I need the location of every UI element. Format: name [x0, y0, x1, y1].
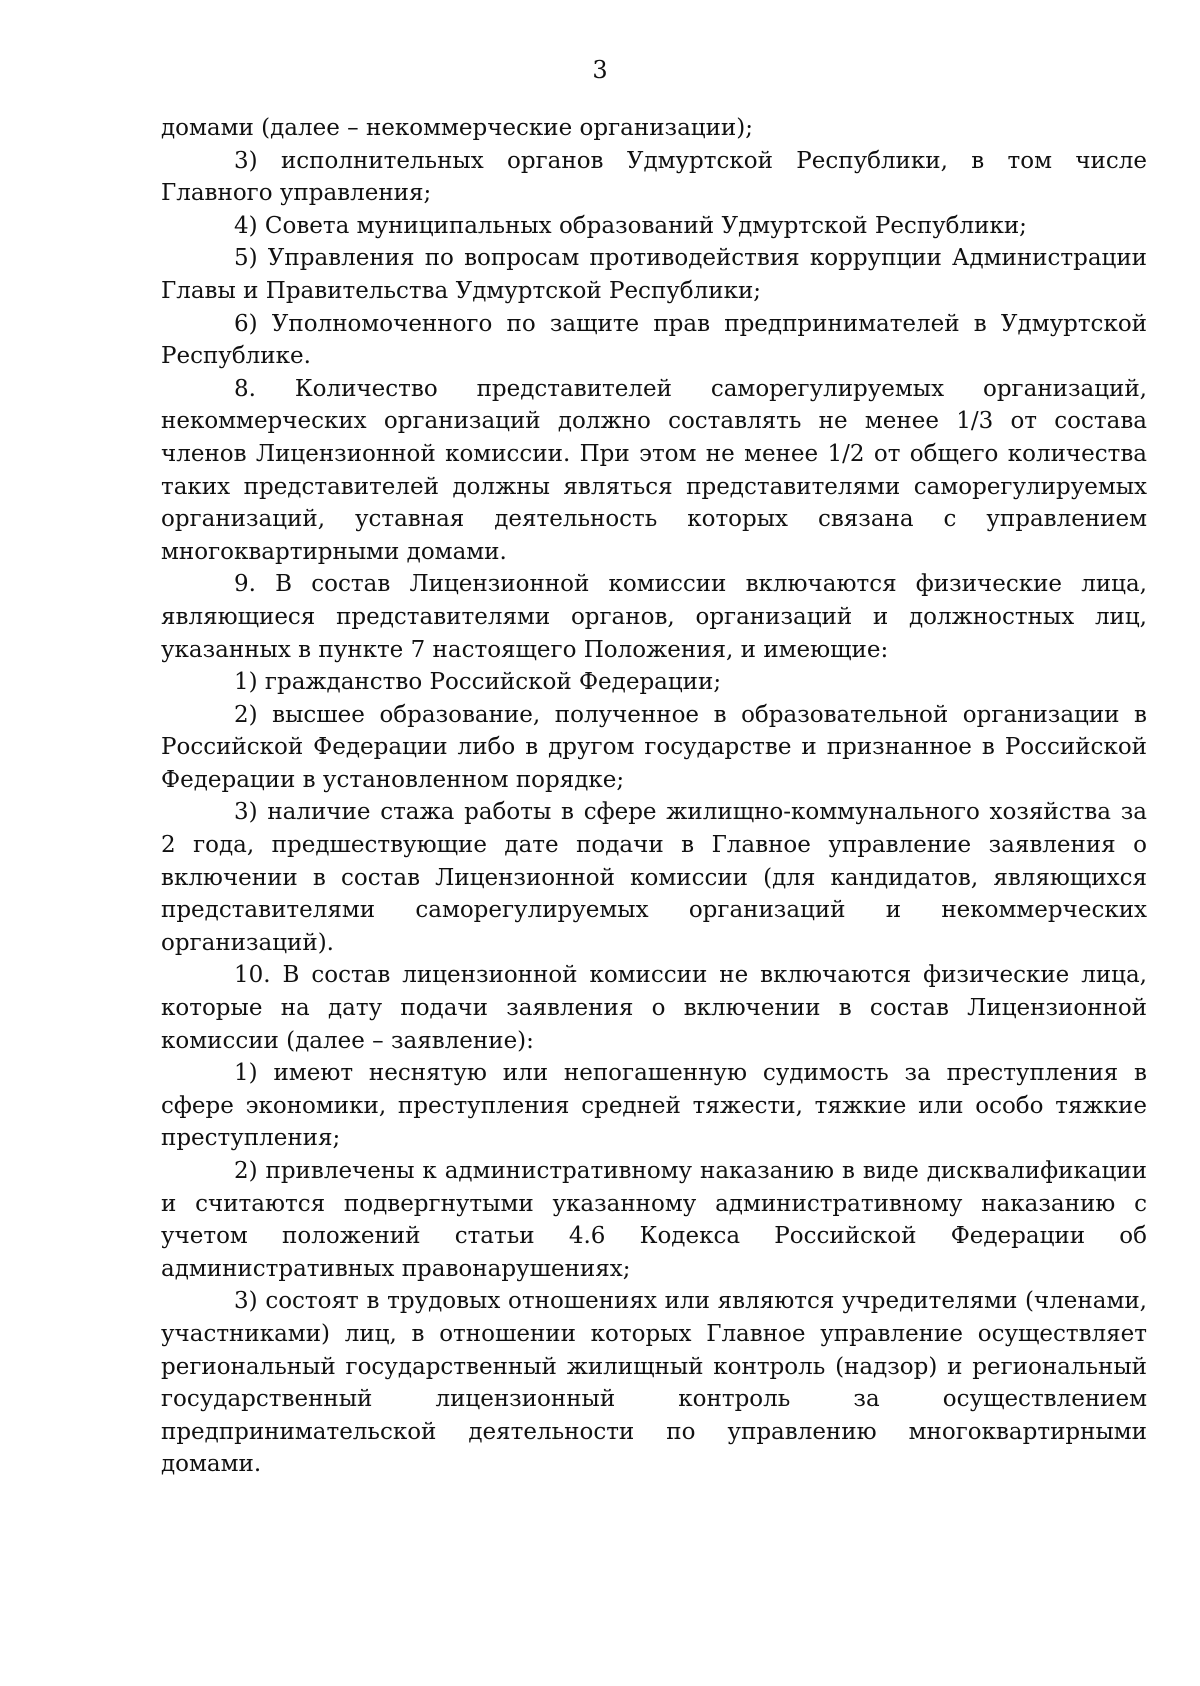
paragraph: 6) Уполномоченного по защите прав предпринимателей в Удмуртской Республике.	[161, 310, 1147, 370]
paragraph: 3) состоят в трудовых отношениях или являются учредителями (членами, участниками) лиц, в отношении которых Главное управление осуществляет региональный государственный жилищный контроль (надзор) и региональный государственный лицензионный контроль за осуществлением предпринимательской деятельности по управлению многоквартирными домами.	[161, 1288, 1147, 1478]
paragraph: домами (далее – некоммерческие организации);	[161, 115, 753, 141]
page-number: 3	[592, 56, 608, 84]
paragraph: 2) высшее образование, полученное в образовательной организации в Российской Федерации либо в другом государстве и признанное в Российской Федерации в установленном порядке;	[161, 701, 1147, 793]
paragraph: 10. В состав лицензионной комиссии не включаются физические лица, которые на дату подачи заявления о включении в состав Лицензионной комиссии (далее – заявление):	[161, 962, 1147, 1054]
paragraph: 3) исполнительных органов Удмуртской Республики, в том числе Главного управления;	[161, 147, 1147, 207]
paragraph: 8. Количество представителей саморегулируемых организаций, некоммерческих организаций должно составлять не менее 1/3 от состава членов Лицензионной комиссии. При этом не менее 1/2 от общего количества таких представителей должны являться представителями саморегулируемых организаций, уставная деятельность которых связана с управлением многоквартирными домами.	[161, 375, 1147, 565]
document-body	[161, 112, 1147, 1481]
paragraph: 9. В состав Лицензионной комиссии включаются физические лица, являющиеся представителями органов, организаций и должностных лиц, указанных в пункте 7 настоящего Положения, и имеющие:	[161, 571, 1147, 663]
paragraph: 3) наличие стажа работы в сфере жилищно-коммунального хозяйства за 2 года, предшествующие дате подачи в Главное управление заявления о включении в состав Лицензионной комиссии (для кандидатов, являющихся представителями саморегулируемых организаций и некоммерческих организаций).	[161, 799, 1147, 956]
paragraph: 4) Совета муниципальных образований Удмуртской Республики;	[234, 212, 1027, 239]
paragraph: 1) имеют неснятую или непогашенную судимость за преступления в сфере экономики, преступления средней тяжести, тяжкие или особо тяжкие преступления;	[161, 1060, 1147, 1152]
paragraph: 2) привлечены к административному наказанию в виде дисквалификации и считаются подвергнутыми указанному административному наказанию с учетом положений статьи 4.6 Кодекса Российской Федерации об административных правонарушениях;	[161, 1158, 1147, 1282]
paragraph: 5) Управления по вопросам противодействия коррупции Администрации Главы и Правительства Удмуртской Республики;	[161, 245, 1147, 304]
paragraph: 1) гражданство Российской Федерации;	[234, 669, 722, 696]
